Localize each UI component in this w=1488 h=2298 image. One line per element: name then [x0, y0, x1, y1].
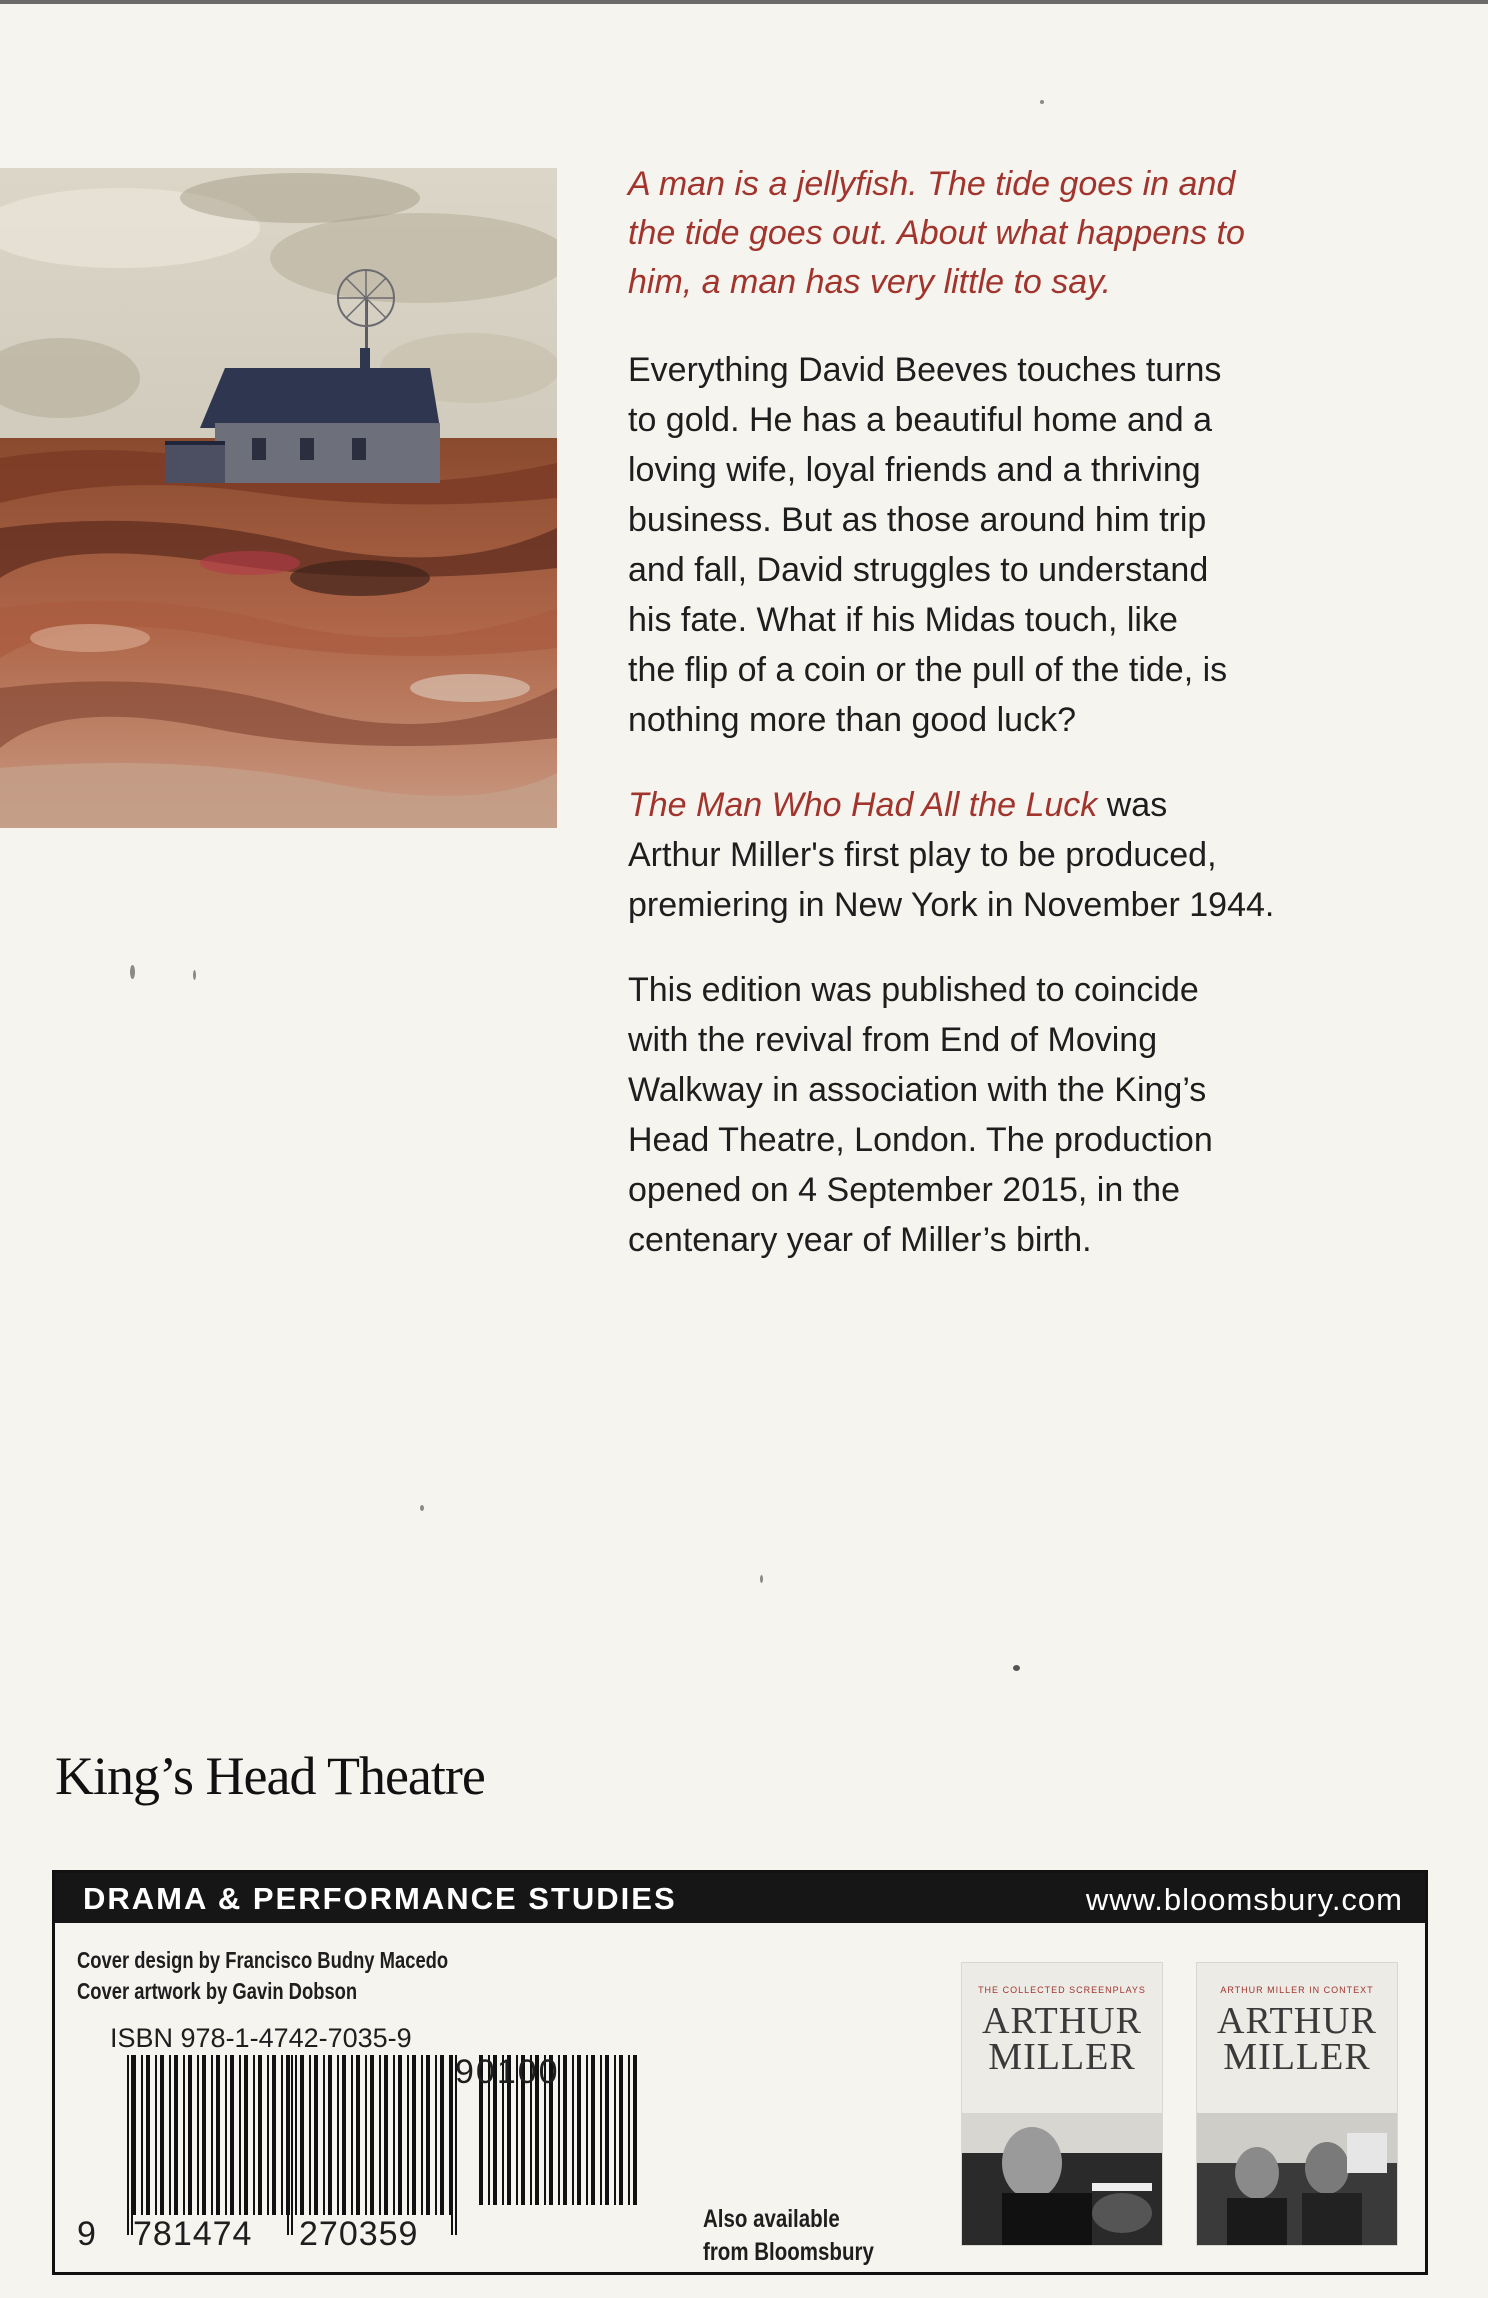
- barcode-bar: [253, 2055, 255, 2215]
- synopsis-line: his fate. What if his Midas touch, like: [628, 601, 1178, 639]
- synopsis-line: the flip of a coin or the pull of the tide, is: [628, 651, 1228, 689]
- barcode-bar: [141, 2055, 143, 2215]
- edition-line: Walkway in association with the King’s: [628, 1071, 1207, 1109]
- barcode-bar: [267, 2055, 269, 2215]
- book-thumbnail-screenplays[interactable]: [962, 1963, 1162, 2245]
- synopsis-line: loving wife, loyal friends and a thriving: [628, 451, 1201, 489]
- price-code: 90100: [455, 2053, 560, 2091]
- barcode-bar: [614, 2055, 616, 2205]
- author-photo-image: [1197, 2113, 1397, 2245]
- barcode-bar: [365, 2055, 367, 2215]
- book-author-line: ARTHUR: [1217, 2000, 1377, 2042]
- edition-line: Head Theatre, London. The production: [628, 1121, 1213, 1159]
- play-title: The Man Who Had All the Luck: [628, 786, 1098, 824]
- barcode-guard-bar: [291, 2055, 293, 2235]
- barcode-bar: [197, 2055, 199, 2215]
- barcode-guard-bar: [451, 2055, 453, 2235]
- cover-credits: [77, 1945, 448, 2007]
- book-author-line: MILLER: [988, 2036, 1136, 2078]
- barcode-bar: [160, 2055, 164, 2215]
- synopsis-line: business. But as those around him trip: [628, 501, 1207, 539]
- barcode-bar: [309, 2055, 311, 2215]
- edition-line: centenary year of Miller’s birth.: [628, 1221, 1092, 1259]
- barcode-bar: [328, 2055, 332, 2215]
- paper-speck: [130, 965, 135, 979]
- barcode-bar: [216, 2055, 220, 2215]
- cover-artwork-painting: [0, 168, 557, 828]
- book-author-line: ARTHUR: [982, 2000, 1142, 2042]
- edition-paragraph: [628, 965, 1388, 1265]
- edition-line: opened on 4 September 2015, in the: [628, 1171, 1180, 1209]
- barcode-bar: [577, 2055, 581, 2205]
- paper-speck: [193, 970, 196, 980]
- barcode-bar: [393, 2055, 395, 2215]
- barcode-bar: [314, 2055, 318, 2215]
- barcode-bar: [323, 2055, 325, 2215]
- book-author-line: MILLER: [1223, 2036, 1371, 2078]
- barcode-first-digit: 9: [77, 2215, 97, 2253]
- book-author: [962, 2000, 1162, 2078]
- barcode-bar: [169, 2055, 171, 2215]
- history-line: premiering in New York in November 1944.: [628, 886, 1275, 924]
- quote-line: the tide goes out. About what happens to: [628, 214, 1245, 252]
- barcode-bar: [572, 2055, 574, 2205]
- barcode-digits-group1: 781474: [133, 2215, 253, 2253]
- barcode-bar: [295, 2055, 297, 2215]
- category-bar: [55, 1873, 1425, 1923]
- barcode-bar: [183, 2055, 185, 2215]
- also-available-line: Also available: [703, 2205, 840, 2233]
- synopsis-line: Everything David Beeves touches turns: [628, 351, 1222, 389]
- barcode-bar: [586, 2055, 588, 2205]
- barcode-bar: [628, 2055, 630, 2205]
- barcode-bar: [591, 2055, 595, 2205]
- author-photo-image: [962, 2113, 1162, 2245]
- synopsis-line: and fall, David struggles to understand: [628, 551, 1209, 589]
- barcode-bar: [412, 2055, 416, 2215]
- book-subtitle: ARTHUR MILLER IN CONTEXT: [1220, 1985, 1374, 1995]
- barcode-bar: [211, 2055, 213, 2215]
- barcode-bar: [426, 2055, 430, 2215]
- barcode-bar: [337, 2055, 339, 2215]
- edition-line: This edition was published to coincide: [628, 971, 1199, 1009]
- synopsis-line: to gold. He has a beautiful home and a: [628, 401, 1213, 439]
- barcode-bar: [300, 2055, 304, 2215]
- isbn-number: ISBN 978-1-4742-7035-9: [110, 2023, 412, 2053]
- barcode-bar: [370, 2055, 374, 2215]
- barcode-bar: [230, 2055, 234, 2215]
- barcode-bar: [563, 2055, 567, 2205]
- also-available-label: [703, 2203, 874, 2269]
- barcode-bar: [239, 2055, 241, 2215]
- barcode-bar: [258, 2055, 262, 2215]
- cover-design-credit: Cover design by Francisco Budny Macedo: [77, 1947, 449, 1973]
- barcode-bar: [605, 2055, 609, 2205]
- paper-speck: [1013, 1665, 1020, 1671]
- book-subtitle: THE COLLECTED SCREENPLAYS: [978, 1985, 1146, 1995]
- history-line-rest: was: [1097, 786, 1168, 824]
- barcode-bar: [356, 2055, 360, 2215]
- barcode-bar: [225, 2055, 227, 2215]
- barcode-guard-bar: [127, 2055, 129, 2235]
- barcode-bar: [202, 2055, 206, 2215]
- barcode-bar: [421, 2055, 423, 2215]
- website-link[interactable]: www.bloomsbury.com: [1085, 1882, 1403, 1917]
- epigraph-quote: [628, 160, 1388, 307]
- paper-speck: [1040, 100, 1044, 104]
- barcode-bar: [619, 2055, 623, 2205]
- barcode-bar: [146, 2055, 150, 2215]
- publisher-footer-box: [52, 1870, 1428, 2275]
- painting-svg: [0, 168, 557, 828]
- barcode-bar: [449, 2055, 451, 2215]
- barcode-bar: [351, 2055, 353, 2215]
- barcode-bar: [435, 2055, 437, 2215]
- kings-head-theatre-logo: King’s Head Theatre: [55, 1746, 485, 1806]
- barcode-guard-bar: [131, 2055, 133, 2235]
- barcode-bar: [174, 2055, 178, 2215]
- paper-speck: [760, 1575, 763, 1583]
- book-author: [1197, 2000, 1397, 2078]
- book-thumbnail-in-context[interactable]: [1197, 1963, 1397, 2245]
- synopsis-line: nothing more than good luck?: [628, 701, 1076, 739]
- quote-line: him, a man has very little to say.: [628, 263, 1112, 301]
- edition-line: with the revival from End of Moving: [628, 1021, 1158, 1059]
- barcode-bar: [272, 2055, 276, 2215]
- cover-artwork-credit: Cover artwork by Gavin Dobson: [77, 1978, 358, 2004]
- category-label: DRAMA & PERFORMANCE STUDIES: [83, 1881, 677, 1916]
- barcode-bar: [188, 2055, 192, 2215]
- also-available-line: from Bloomsbury: [703, 2238, 874, 2266]
- barcode-bar: [281, 2055, 283, 2215]
- barcode-bar: [155, 2055, 157, 2215]
- barcode-bar: [600, 2055, 602, 2205]
- barcode-bar: [244, 2055, 248, 2215]
- top-edge-line: [0, 0, 1488, 4]
- history-line: Arthur Miller's first play to be produced,: [628, 836, 1217, 874]
- barcode-bar: [633, 2055, 637, 2205]
- barcode-digits-group2: 270359: [299, 2215, 419, 2253]
- paper-speck: [420, 1505, 424, 1511]
- history-paragraph: [628, 780, 1388, 930]
- quote-line: A man is a jellyfish. The tide goes in and: [628, 165, 1236, 203]
- barcode-bar: [384, 2055, 388, 2215]
- history-line: [628, 780, 1388, 830]
- barcode-bar: [407, 2055, 409, 2215]
- barcode-bar: [379, 2055, 381, 2215]
- barcode-bar: [342, 2055, 346, 2215]
- barcode-guard-bar: [287, 2055, 289, 2235]
- synopsis-paragraph: [628, 345, 1388, 745]
- barcode-bar: [440, 2055, 444, 2215]
- barcode-bar: [398, 2055, 402, 2215]
